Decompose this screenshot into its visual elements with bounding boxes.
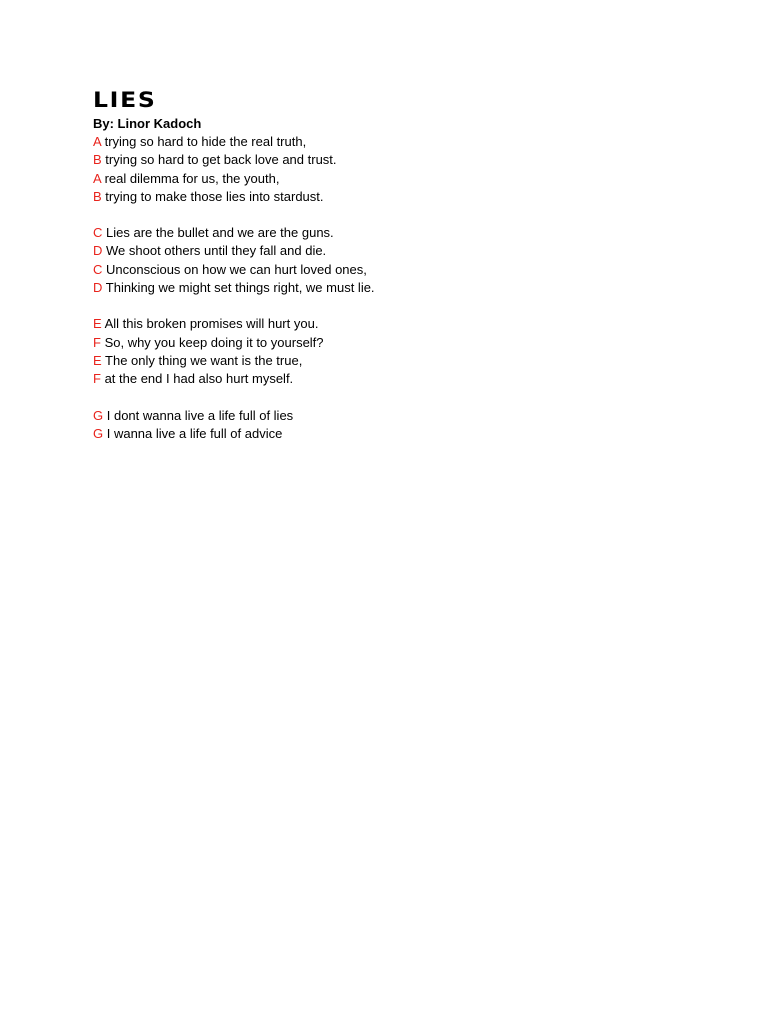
line-text: Unconscious on how we can hurt loved ones, bbox=[102, 261, 367, 277]
rhyme-letter: A bbox=[93, 170, 101, 186]
line-text: The only thing we want is the true, bbox=[101, 352, 303, 368]
rhyme-letter: A bbox=[93, 134, 101, 149]
poem-line bbox=[93, 170, 733, 188]
line-text: trying so hard to hide the real truth, bbox=[100, 134, 307, 149]
stanza-2 bbox=[93, 224, 733, 297]
rhyme-letter: D bbox=[93, 243, 103, 259]
poem-line bbox=[93, 425, 733, 443]
rhyme-letter: E bbox=[93, 352, 102, 368]
rhyme-letter: F bbox=[93, 334, 101, 350]
line-text: trying to make those lies into stardust. bbox=[101, 188, 324, 204]
line-text: So, why you keep doing it to yourself? bbox=[100, 334, 324, 350]
poem-document bbox=[93, 86, 733, 461]
rhyme-letter: B bbox=[93, 152, 102, 168]
poem-line bbox=[93, 188, 733, 206]
line-text: All this broken promises will hurt you. bbox=[101, 316, 319, 332]
line-text: Thinking we might set things right, we must lie. bbox=[102, 280, 375, 296]
poem-line bbox=[93, 407, 733, 425]
rhyme-letter: F bbox=[93, 371, 101, 387]
rhyme-letter: D bbox=[93, 280, 103, 296]
poem-line bbox=[93, 224, 733, 242]
line-text: I wanna live a life full of advice bbox=[103, 425, 283, 441]
poem-line bbox=[93, 352, 733, 370]
rhyme-letter: C bbox=[93, 225, 103, 241]
rhyme-letter: E bbox=[93, 316, 102, 332]
poem-line bbox=[93, 261, 733, 279]
rhyme-letter: B bbox=[93, 188, 102, 204]
poem-line bbox=[93, 279, 733, 297]
rhyme-letter: G bbox=[93, 407, 104, 423]
poem-line bbox=[93, 242, 733, 260]
poem-author: By: Linor Kadoch bbox=[93, 116, 202, 131]
poem-line bbox=[93, 151, 733, 169]
poem-line bbox=[93, 334, 733, 352]
stanza-3 bbox=[93, 315, 733, 388]
stanza-1 bbox=[93, 133, 733, 206]
poem-line bbox=[93, 315, 733, 333]
rhyme-letter: G bbox=[93, 425, 104, 441]
stanza-4 bbox=[93, 407, 733, 444]
line-text: real dilemma for us, the youth, bbox=[100, 170, 280, 186]
line-text: Lies are the bullet and we are the guns. bbox=[102, 225, 334, 241]
line-text: We shoot others until they fall and die. bbox=[102, 243, 327, 259]
poem-title: LIES bbox=[93, 88, 157, 112]
line-text: trying so hard to get back love and trust. bbox=[101, 152, 337, 168]
poem-line bbox=[93, 370, 733, 388]
line-text: at the end I had also hurt myself. bbox=[100, 371, 294, 387]
rhyme-letter: C bbox=[93, 261, 103, 277]
line-text: I dont wanna live a life full of lies bbox=[103, 407, 294, 423]
poem-line bbox=[93, 133, 733, 151]
